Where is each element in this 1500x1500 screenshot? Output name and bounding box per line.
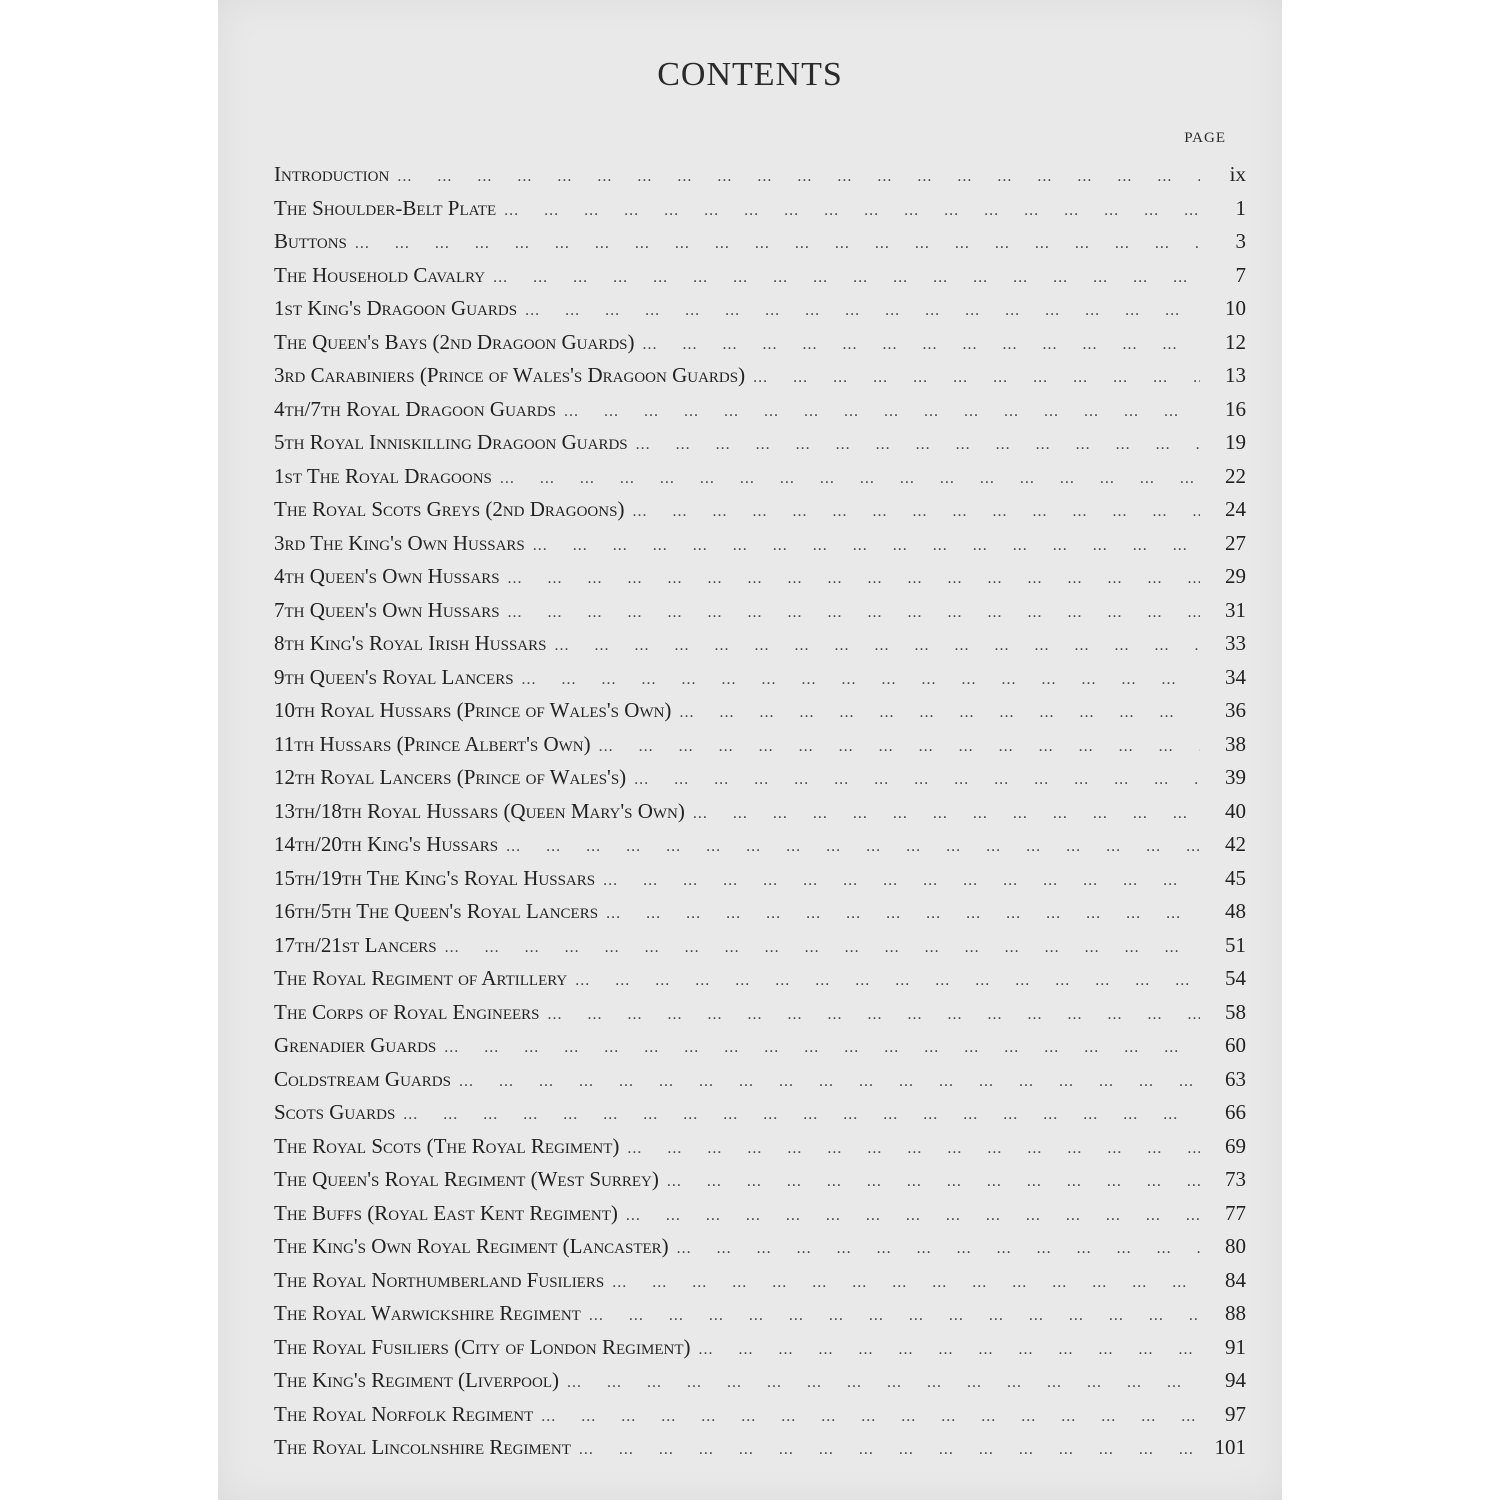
toc-leader-dots — [589, 1299, 1200, 1333]
toc-entry — [274, 1029, 1246, 1063]
toc-entry-title: The Royal Fusiliers (City of London Regiment) — [274, 1334, 691, 1359]
toc-entry-title: 4th Queen's Own Hussars — [274, 564, 500, 588]
toc-entry — [274, 594, 1246, 628]
toc-leader-dots — [504, 194, 1200, 228]
toc-entry-title: Scots Guards — [274, 1100, 396, 1124]
toc-entry-title: The Royal Regiment of Artillery — [274, 966, 568, 990]
toc-entry — [274, 1398, 1246, 1432]
toc-entry-page: 31 — [1225, 597, 1246, 622]
toc-entry — [274, 1364, 1246, 1398]
toc-entry-title: The Royal Scots Greys (2nd Dragoons) — [274, 497, 625, 521]
toc-entry-title: The Royal Northumberland Fusiliers — [274, 1267, 605, 1292]
toc-entry-page: 3 — [1235, 229, 1246, 253]
toc-leader-dots — [626, 1199, 1200, 1233]
toc-entry-page: 60 — [1225, 1033, 1246, 1057]
toc-leader-dots — [632, 495, 1200, 529]
toc-entry-title: The Household Cavalry — [274, 262, 486, 287]
toc-entry — [274, 1264, 1246, 1298]
toc-entry — [274, 493, 1246, 527]
toc-entry — [274, 426, 1246, 460]
toc-leader-dots — [533, 529, 1200, 563]
toc-entry-title: 10th Royal Hussars (Prince of Wales's Own) — [274, 698, 672, 722]
toc-entry-title: 12th Royal Lancers (Prince of Wales's) — [274, 765, 627, 789]
toc-entry-title: 7th Queen's Own Hussars — [274, 597, 500, 622]
toc-leader-dots — [612, 1266, 1200, 1300]
toc-leader-dots — [508, 596, 1200, 630]
toc-entry-title: Grenadier Guards — [274, 1033, 437, 1057]
toc-entry-page: 80 — [1225, 1234, 1246, 1258]
toc-entry-page: 16 — [1225, 396, 1246, 421]
toc-entry — [274, 460, 1246, 494]
toc-entry — [274, 661, 1246, 695]
toc-entry-page: 29 — [1225, 564, 1246, 588]
toc-entry-page: 22 — [1225, 463, 1246, 488]
toc-leader-dots — [567, 1366, 1200, 1400]
toc-leader-dots — [444, 1031, 1200, 1065]
toc-leader-dots — [403, 1098, 1200, 1132]
toc-entry-page: 40 — [1225, 798, 1246, 823]
toc-entry-page: 69 — [1225, 1133, 1246, 1158]
toc-entry-title: Coldstream Guards — [274, 1066, 451, 1091]
toc-leader-dots — [698, 1333, 1200, 1367]
toc-leader-dots — [525, 294, 1200, 328]
toc-leader-dots — [636, 428, 1200, 462]
toc-entry — [274, 326, 1246, 360]
toc-leader-dots — [508, 562, 1200, 596]
toc-entry — [274, 225, 1246, 259]
toc-leader-dots — [493, 261, 1200, 295]
toc-entry-title: 17th/21st Lancers — [274, 932, 437, 957]
toc-leader-dots — [603, 864, 1200, 898]
toc-entry-page: 73 — [1225, 1167, 1246, 1191]
page-column-label: PAGE — [1184, 130, 1226, 146]
toc-entry — [274, 359, 1246, 393]
contents-list — [274, 158, 1246, 1465]
toc-leader-dots — [564, 395, 1200, 429]
toc-leader-dots — [500, 462, 1200, 496]
toc-entry-title: 3rd Carabiniers (Prince of Wales's Dragoon Guards) — [274, 363, 746, 387]
toc-leader-dots — [599, 730, 1200, 764]
toc-leader-dots — [355, 227, 1200, 261]
toc-entry — [274, 1163, 1246, 1197]
toc-leader-dots — [541, 1400, 1200, 1434]
toc-entry-page: ix — [1229, 162, 1246, 186]
toc-leader-dots — [579, 1433, 1200, 1467]
toc-entry-page: 34 — [1225, 664, 1246, 689]
toc-entry — [274, 828, 1246, 862]
toc-entry — [274, 728, 1246, 762]
toc-entry — [274, 1096, 1246, 1130]
toc-entry-title: 5th Royal Inniskilling Dragoon Guards — [274, 430, 628, 454]
toc-entry-title: The King's Regiment (Liverpool) — [274, 1368, 559, 1392]
toc-entry — [274, 1331, 1246, 1365]
book-page — [218, 0, 1282, 1500]
toc-entry-title: The Queen's Bays (2nd Dragoon Guards) — [274, 329, 635, 354]
toc-leader-dots — [627, 1132, 1200, 1166]
toc-entry — [274, 1431, 1246, 1465]
toc-entry-page: 24 — [1225, 497, 1246, 521]
toc-entry — [274, 761, 1246, 795]
toc-entry-title: The Royal Norfolk Regiment — [274, 1401, 534, 1426]
toc-entry-title: 14th/20th King's Hussars — [274, 832, 499, 856]
toc-entry-title: The Buffs (Royal East Kent Regiment) — [274, 1200, 618, 1225]
toc-entry — [274, 292, 1246, 326]
toc-entry-page: 10 — [1225, 296, 1246, 320]
toc-entry-page: 77 — [1225, 1200, 1246, 1225]
toc-entry-title: 16th/5th The Queen's Royal Lancers — [274, 899, 599, 923]
toc-entry — [274, 996, 1246, 1030]
toc-entry-page: 13 — [1225, 363, 1246, 387]
toc-entry-page: 19 — [1225, 430, 1246, 454]
toc-entry-page: 51 — [1225, 932, 1246, 957]
toc-leader-dots — [397, 160, 1200, 194]
toc-leader-dots — [575, 964, 1200, 998]
toc-entry-page: 66 — [1225, 1100, 1246, 1124]
toc-leader-dots — [693, 797, 1200, 831]
toc-entry — [274, 1063, 1246, 1097]
toc-entry-page: 58 — [1225, 999, 1246, 1024]
toc-entry-title: Introduction — [274, 162, 390, 186]
toc-entry — [274, 795, 1246, 829]
toc-entry-page: 84 — [1225, 1267, 1246, 1292]
toc-leader-dots — [522, 663, 1200, 697]
toc-leader-dots — [606, 897, 1200, 931]
toc-entry-page: 38 — [1225, 731, 1246, 756]
toc-entry-page: 39 — [1225, 765, 1246, 789]
toc-entry — [274, 1197, 1246, 1231]
toc-entry-title: 9th Queen's Royal Lancers — [274, 664, 514, 689]
toc-entry — [274, 1230, 1246, 1264]
toc-entry-page: 42 — [1225, 832, 1246, 856]
toc-leader-dots — [506, 830, 1200, 864]
toc-entry-page: 97 — [1225, 1401, 1246, 1426]
toc-entry — [274, 929, 1246, 963]
toc-entry-title: The Corps of Royal Engineers — [274, 999, 540, 1024]
toc-leader-dots — [677, 1232, 1200, 1266]
toc-entry-page: 27 — [1225, 530, 1246, 555]
toc-entry-page: 45 — [1225, 865, 1246, 890]
toc-leader-dots — [459, 1065, 1200, 1099]
toc-entry-title: 11th Hussars (Prince Albert's Own) — [274, 731, 591, 756]
toc-entry — [274, 393, 1246, 427]
toc-entry-title: 15th/19th The King's Royal Hussars — [274, 865, 596, 890]
toc-leader-dots — [667, 1165, 1200, 1199]
toc-entry-title: The Royal Warwickshire Regiment — [274, 1301, 581, 1325]
toc-entry-page: 91 — [1225, 1334, 1246, 1359]
toc-entry-page: 54 — [1225, 966, 1246, 990]
toc-entry — [274, 1297, 1246, 1331]
toc-entry-page: 94 — [1225, 1368, 1246, 1392]
toc-entry-title: The Queen's Royal Regiment (West Surrey) — [274, 1167, 659, 1191]
toc-leader-dots — [554, 629, 1200, 663]
toc-entry-page: 88 — [1225, 1301, 1246, 1325]
toc-entry — [274, 627, 1246, 661]
toc-leader-dots — [445, 931, 1200, 965]
toc-entry — [274, 560, 1246, 594]
toc-entry-title: The Royal Scots (The Royal Regiment) — [274, 1133, 620, 1158]
toc-entry — [274, 1130, 1246, 1164]
toc-entry-title: 13th/18th Royal Hussars (Queen Mary's Own) — [274, 798, 685, 823]
toc-leader-dots — [643, 328, 1201, 362]
toc-entry-page: 33 — [1225, 631, 1246, 655]
page-title: CONTENTS — [657, 56, 843, 93]
toc-entry-page: 36 — [1225, 698, 1246, 722]
toc-entry-page: 101 — [1214, 1435, 1246, 1459]
toc-entry-title: 1st King's Dragoon Guards — [274, 296, 518, 320]
toc-entry-title: The Shoulder-Belt Plate — [274, 195, 497, 220]
toc-entry-page: 1 — [1235, 195, 1246, 220]
toc-entry-title: 4th/7th Royal Dragoon Guards — [274, 396, 556, 421]
toc-entry — [274, 527, 1246, 561]
toc-entry — [274, 192, 1246, 226]
toc-leader-dots — [634, 763, 1200, 797]
toc-entry-title: 1st The Royal Dragoons — [274, 463, 492, 488]
toc-entry-page: 7 — [1235, 262, 1246, 287]
toc-entry-page: 48 — [1225, 899, 1246, 923]
toc-entry — [274, 962, 1246, 996]
toc-entry-page: 12 — [1225, 329, 1246, 354]
toc-entry — [274, 694, 1246, 728]
toc-entry-title: Buttons — [274, 229, 347, 253]
toc-entry — [274, 158, 1246, 192]
toc-leader-dots — [679, 696, 1200, 730]
toc-entry — [274, 862, 1246, 896]
toc-leader-dots — [548, 998, 1200, 1032]
toc-entry-title: The King's Own Royal Regiment (Lancaster) — [274, 1234, 669, 1258]
toc-entry-title: 3rd The King's Own Hussars — [274, 530, 525, 555]
toc-entry — [274, 895, 1246, 929]
toc-entry-page: 63 — [1225, 1066, 1246, 1091]
toc-entry-title: 8th King's Royal Irish Hussars — [274, 631, 547, 655]
toc-entry-title: The Royal Lincolnshire Regiment — [274, 1435, 571, 1459]
toc-leader-dots — [753, 361, 1200, 395]
toc-entry — [274, 259, 1246, 293]
